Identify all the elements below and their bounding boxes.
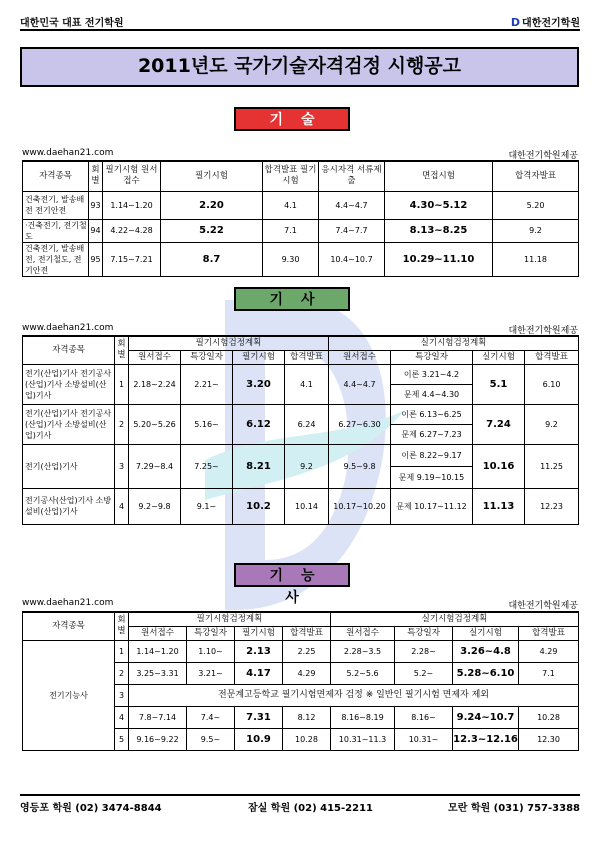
cell-apply: 9.16~9.22 [129,728,187,750]
col-header: 합격발표 [283,626,331,640]
cell-practical-lecture: 2.28~ [395,640,453,662]
col-header: 합격발표 필기시험 [263,161,319,191]
cell-practical-pass: 11.25 [525,444,579,488]
schedule-table-engineer [22,335,579,525]
cell-practical-pass: 10.28 [519,706,579,728]
col-header: 합격발표 [519,626,579,640]
cell-practical-pass: 7.1 [519,662,579,684]
top-bar [20,12,580,28]
col-header: 특강일자 [391,350,473,364]
cell-practical-apply: 4.4~4.7 [329,364,391,404]
footer [20,799,580,813]
cell-apply: 3.25~3.31 [129,662,187,684]
cell-name: 건축전기, 발송배전, 전기철도, 전기안전 [23,242,89,276]
cell-pass: 4.1 [285,364,329,404]
cell-pass: 2.25 [283,640,331,662]
col-header: 합격발표 [525,350,579,364]
cell-final: 9.2 [493,219,579,242]
col-header: 특강일자 [187,626,235,640]
schedule-table-professional [22,160,579,277]
cell-no: 3 [115,444,129,488]
cell-practical-lecture: 5.2~ [395,662,453,684]
cell-pass: 4.29 [283,662,331,684]
col-header: 회별 [89,161,103,191]
col-header: 자격종목 [23,161,89,191]
col-header: 자격종목 [23,336,115,364]
cell-practical-apply: 9.5~9.8 [329,444,391,488]
brand-logo-icon: D [510,16,521,29]
cell-apply: 2.18~2.24 [129,364,181,404]
footer-divider [20,794,580,796]
cell-practical-exam: 11.13 [473,488,525,524]
cell-no: 4 [115,488,129,524]
cell-exam: 8.7 [161,242,263,276]
col-header: 자격종목 [23,612,115,640]
page-title: 2011년도 국가기술자격검정 시행공고 [20,47,579,87]
cell-practical-lecture: 8.16~ [395,706,453,728]
source-note: 대한전기학원제공 [508,151,578,161]
cell-no: 95 [89,242,103,276]
site-url: www.daehan21.com [22,148,114,158]
source-note: 대한전기학원제공 [508,326,578,336]
cell-name: ·건축전기, 전기철도 [23,219,89,242]
cell-name: 전기(산업)기사 전기공사(산업)기사 소방설비(산업)기사 [23,404,115,444]
cell-practical-exam: 5.28~6.10 [453,662,519,684]
cell-exam: 2.20 [161,191,263,219]
cell-no: 1 [115,640,129,662]
section-badge-engineer-professional: 기술사 [234,107,350,131]
cell-practical-exam: 3.26~4.8 [453,640,519,662]
cell-practical-exam: 12.3~12.16 [453,728,519,750]
col-group-header: 필기시험검정계획 [129,612,331,626]
cell-no: 3 [115,684,129,706]
cell-apply: 4.22~4.28 [103,219,161,242]
col-header: 응시자격 서류제출 [319,161,385,191]
col-header: 원서접수 [129,350,181,364]
table-row [23,364,579,384]
cell-pass: 6.24 [285,404,329,444]
cell-exam: 10.9 [235,728,283,750]
cell-pass: 7.1 [263,219,319,242]
cell-lecture: 7.25~ [181,444,233,488]
cell-practical-lecture: 문제 4.4~4.30 [391,384,473,404]
cell-practical-exam: 10.16 [473,444,525,488]
cell-exam: 2.13 [235,640,283,662]
cell-exam: 4.17 [235,662,283,684]
cell-docs: 10.4~10.7 [319,242,385,276]
cell-practical-apply: 5.2~5.6 [331,662,395,684]
cell-apply: 7.29~8.4 [129,444,181,488]
cell-name: 전기기능사 [23,640,115,750]
cell-no: 2 [115,404,129,444]
table-row [23,488,579,524]
cell-practical-apply: 8.16~8.19 [331,706,395,728]
footer-branch-yeongdeungpo: 영등포 학원 (02) 3474-8844 [20,803,162,814]
brand-name: 대한전기학원 [522,18,580,29]
col-header: 필기시험 원서접수 [103,161,161,191]
section-badge-engineer: 기사 [234,287,350,311]
cell-practical-exam: 9.24~10.7 [453,706,519,728]
cell-lecture: 9.1~ [181,488,233,524]
cell-apply: 1.14~1.20 [129,640,187,662]
source-note: 대한전기학원제공 [508,601,578,611]
site-url: www.daehan21.com [22,598,114,608]
col-header: 합격자발표 [493,161,579,191]
cell-docs: 7.4~7.7 [319,219,385,242]
col-header: 회별 [115,336,129,364]
col-header: 필기시험 [233,350,285,364]
cell-pass: 9.30 [263,242,319,276]
table-row [23,191,579,219]
col-header: 원서접수 [329,350,391,364]
header-brand [511,14,580,29]
col-header: 회별 [115,612,129,640]
cell-practical-lecture: 10.31~ [395,728,453,750]
cell-practical-lecture: 문제 10.17~11.12 [391,488,473,524]
cell-note: 전문계고등학교 필기시험면제자 검정 ※ 일반인 필기시험 면제자 제외 [129,684,579,706]
cell-practical-exam: 5.1 [473,364,525,404]
footer-branch-jamsil: 잠실 학원 (02) 415-2211 [248,803,373,814]
cell-no: 2 [115,662,129,684]
cell-name: 전기공사(산업)기사 소방설비(산업)기사 [23,488,115,524]
col-header: 필기시험 [161,161,263,191]
meta-row-2 [22,323,578,335]
cell-pass: 9.2 [285,444,329,488]
cell-practical-lecture: 문제 9.19~10.15 [391,466,473,488]
cell-apply: 1.14~1.20 [103,191,161,219]
col-header: 원서접수 [129,626,187,640]
cell-practical-apply: 6.27~6.30 [329,404,391,444]
cell-apply: 9.2~9.8 [129,488,181,524]
cell-interview: 10.29~11.10 [385,242,493,276]
col-group-header: 실기시험검정계획 [331,612,579,626]
cell-lecture: 7.4~ [187,706,235,728]
cell-no: 94 [89,219,103,242]
cell-interview: 8.13~8.25 [385,219,493,242]
schedule-table-craftsman [22,611,579,751]
col-header: 특강일자 [181,350,233,364]
section-badge-craftsman: 기능사 [234,563,350,587]
cell-exam: 7.31 [235,706,283,728]
cell-pass: 4.1 [263,191,319,219]
cell-practical-lecture: 이론 3.21~4.2 [391,364,473,384]
cell-name: 전기(산업)기사 전기공사(산업)기사 소방설비(산업)기사 [23,364,115,404]
cell-practical-pass: 6.10 [525,364,579,404]
col-header: 필기시험 [235,626,283,640]
footer-branch-moran: 모란 학원 (031) 757-3388 [448,803,580,814]
cell-no: 1 [115,364,129,404]
cell-apply: 7.15~7.21 [103,242,161,276]
cell-practical-apply: 10.17~10.20 [329,488,391,524]
cell-lecture: 1.10~ [187,640,235,662]
col-header: 면접시험 [385,161,493,191]
cell-lecture: 9.5~ [187,728,235,750]
table-row [23,404,579,424]
cell-exam: 5.22 [161,219,263,242]
cell-final: 11.18 [493,242,579,276]
cell-no: 93 [89,191,103,219]
cell-no: 5 [115,728,129,750]
cell-apply: 7.8~7.14 [129,706,187,728]
cell-exam: 10.2 [233,488,285,524]
header-divider [20,29,580,31]
cell-practical-pass: 9.2 [525,404,579,444]
cell-practical-pass: 12.23 [525,488,579,524]
cell-practical-exam: 7.24 [473,404,525,444]
cell-exam: 6.12 [233,404,285,444]
col-group-header: 실기시험검정계획 [329,336,579,350]
cell-practical-apply: 2.28~3.5 [331,640,395,662]
cell-name: 전기(산업)기사 [23,444,115,488]
cell-pass: 10.14 [285,488,329,524]
col-header: 실기시험 [453,626,519,640]
cell-apply: 5.20~5.26 [129,404,181,444]
cell-name: 건축전기, 발송배전 전기안전 [23,191,89,219]
cell-practical-apply: 10.31~11.3 [331,728,395,750]
table-row [23,444,579,466]
cell-interview: 4.30~5.12 [385,191,493,219]
cell-lecture: 2.21~ [181,364,233,404]
col-header: 합격발표 [285,350,329,364]
meta-row-1 [22,148,578,160]
site-url: www.daehan21.com [22,323,114,333]
cell-practical-lecture: 이론 8.22~9.17 [391,444,473,466]
cell-no: 4 [115,706,129,728]
col-header: 특강일자 [395,626,453,640]
col-header: 원서접수 [331,626,395,640]
table-row [23,640,579,662]
cell-practical-pass: 4.29 [519,640,579,662]
cell-final: 5.20 [493,191,579,219]
meta-row-3 [22,598,578,610]
cell-pass: 8.12 [283,706,331,728]
table-row [23,219,579,242]
cell-practical-pass: 12.30 [519,728,579,750]
col-header: 실기시험 [473,350,525,364]
cell-pass: 10.28 [283,728,331,750]
cell-practical-lecture: 이론 6.13~6.25 [391,404,473,424]
cell-exam: 8.21 [233,444,285,488]
cell-practical-lecture: 문제 6.27~7.23 [391,424,473,444]
cell-lecture: 3.21~ [187,662,235,684]
cell-exam: 3.20 [233,364,285,404]
table-row [23,242,579,276]
cell-lecture: 5.16~ [181,404,233,444]
col-group-header: 필기시험검정계획 [129,336,329,350]
cell-docs: 4.4~4.7 [319,191,385,219]
header-slogan: 대한민국 대표 전기학원 [20,18,124,29]
